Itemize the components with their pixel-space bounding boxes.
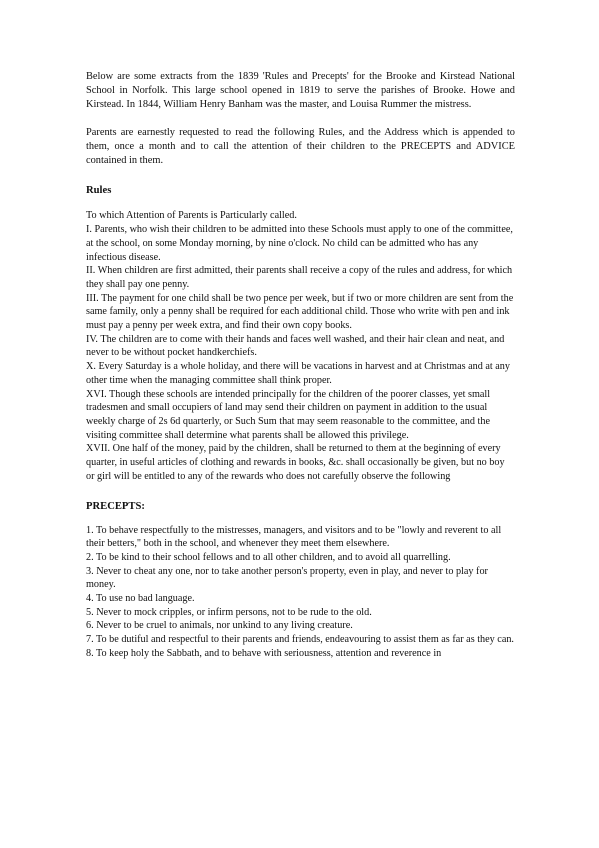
precept-item: 3. Never to cheat any one, nor to take another person's property, even in play, and never to play for money. — [86, 565, 488, 591]
rule-item: X. Every Saturday is a whole holiday, and there will be vacations in harvest and at Christmas and at any other time when the managing committee shall think proper. — [86, 361, 510, 386]
rule-item: III. The payment for one child shall be two pence per week, but if two or more children are sent from the same family, only a penny shall be required for each additional child. Those who write with pen and ink must pay a penny per week extra, and find their own copy books. — [86, 292, 514, 332]
intro-paragraph: Below are some extracts from the 1839 'Rules and Precepts' for the Brooke and Kirstead National School in Norfolk. This large school opened in 1819 to serve the parishes of Brooke. Howe and Kirstead. In 1844, William Henry Banham was the master, and Louisa Rummer the mistress. — [86, 71, 515, 110]
precept-item: 5. Never to mock cripples, or infirm persons, not to be rude to the old. — [86, 606, 372, 618]
precept-item: 6. Never to be cruel to animals, nor unkind to any living creature. — [86, 620, 353, 632]
rules-lead: To which Attention of Parents is Particularly called. — [86, 210, 297, 222]
precept-item: 7. To be dutiful and respectful to their parents and friends, endeavouring to assist them as far as they can. — [86, 634, 514, 646]
rule-item: XVI. Though these schools are intended principally for the children of the poorer classes, yet small tradesmen and small occupiers of land may send their children on payment in addition to the usual weekly charge of 2s 6d quarterly, or Such Sum that may seem reasonable to the committee, and the visiting committee shall determine what parents shall be allowed this privilege. — [86, 388, 491, 441]
precept-item: 1. To behave respectfully to the mistresses, managers, and visitors and to be "lowly and reverent to all their betters," both in the school, and whenever they meet them elsewhere. — [86, 524, 502, 550]
rules-heading: Rules — [86, 185, 112, 197]
rule-item: XVII. One half of the money, paid by the children, shall be returned to them at the beginning of every quarter, in useful articles of clothing and rewards in books, &c. shall occasionally be given, but no boy or girl will be entitled to any of the rewards who does not carefully observe the following — [86, 443, 505, 482]
precept-item: 2. To be kind to their school fellows and to all other children, and to avoid all quarrelling. — [86, 551, 451, 563]
precepts-heading: PRECEPTS: — [86, 500, 145, 512]
rule-item: I. Parents, who wish their children to be admitted into these Schools must apply to one of the committee, at the school, on some Monday morning, by nine o'clock. No child can be admitted who has any infectious disease. — [86, 224, 513, 263]
precepts-list — [86, 524, 515, 661]
rule-item: II. When children are first admitted, their parents shall receive a copy of the rules and address, for which they shall pay one penny. — [86, 265, 513, 290]
address-paragraph: Parents are earnestly requested to read the following Rules, and the Address which is appended to them, once a month and to call the attention of their children to the PRECEPTS and ADVICE contained in them. — [86, 126, 515, 166]
precept-item: 4. To use no bad language. — [86, 593, 195, 605]
rules-list — [86, 209, 515, 483]
precept-item: 8. To keep holy the Sabbath, and to behave with seriousness, attention and reverence in — [86, 647, 442, 659]
rule-item: IV. The children are to come with their hands and faces well washed, and their hair clean and neat, and never to be without pocket handkerchiefs. — [86, 333, 505, 359]
